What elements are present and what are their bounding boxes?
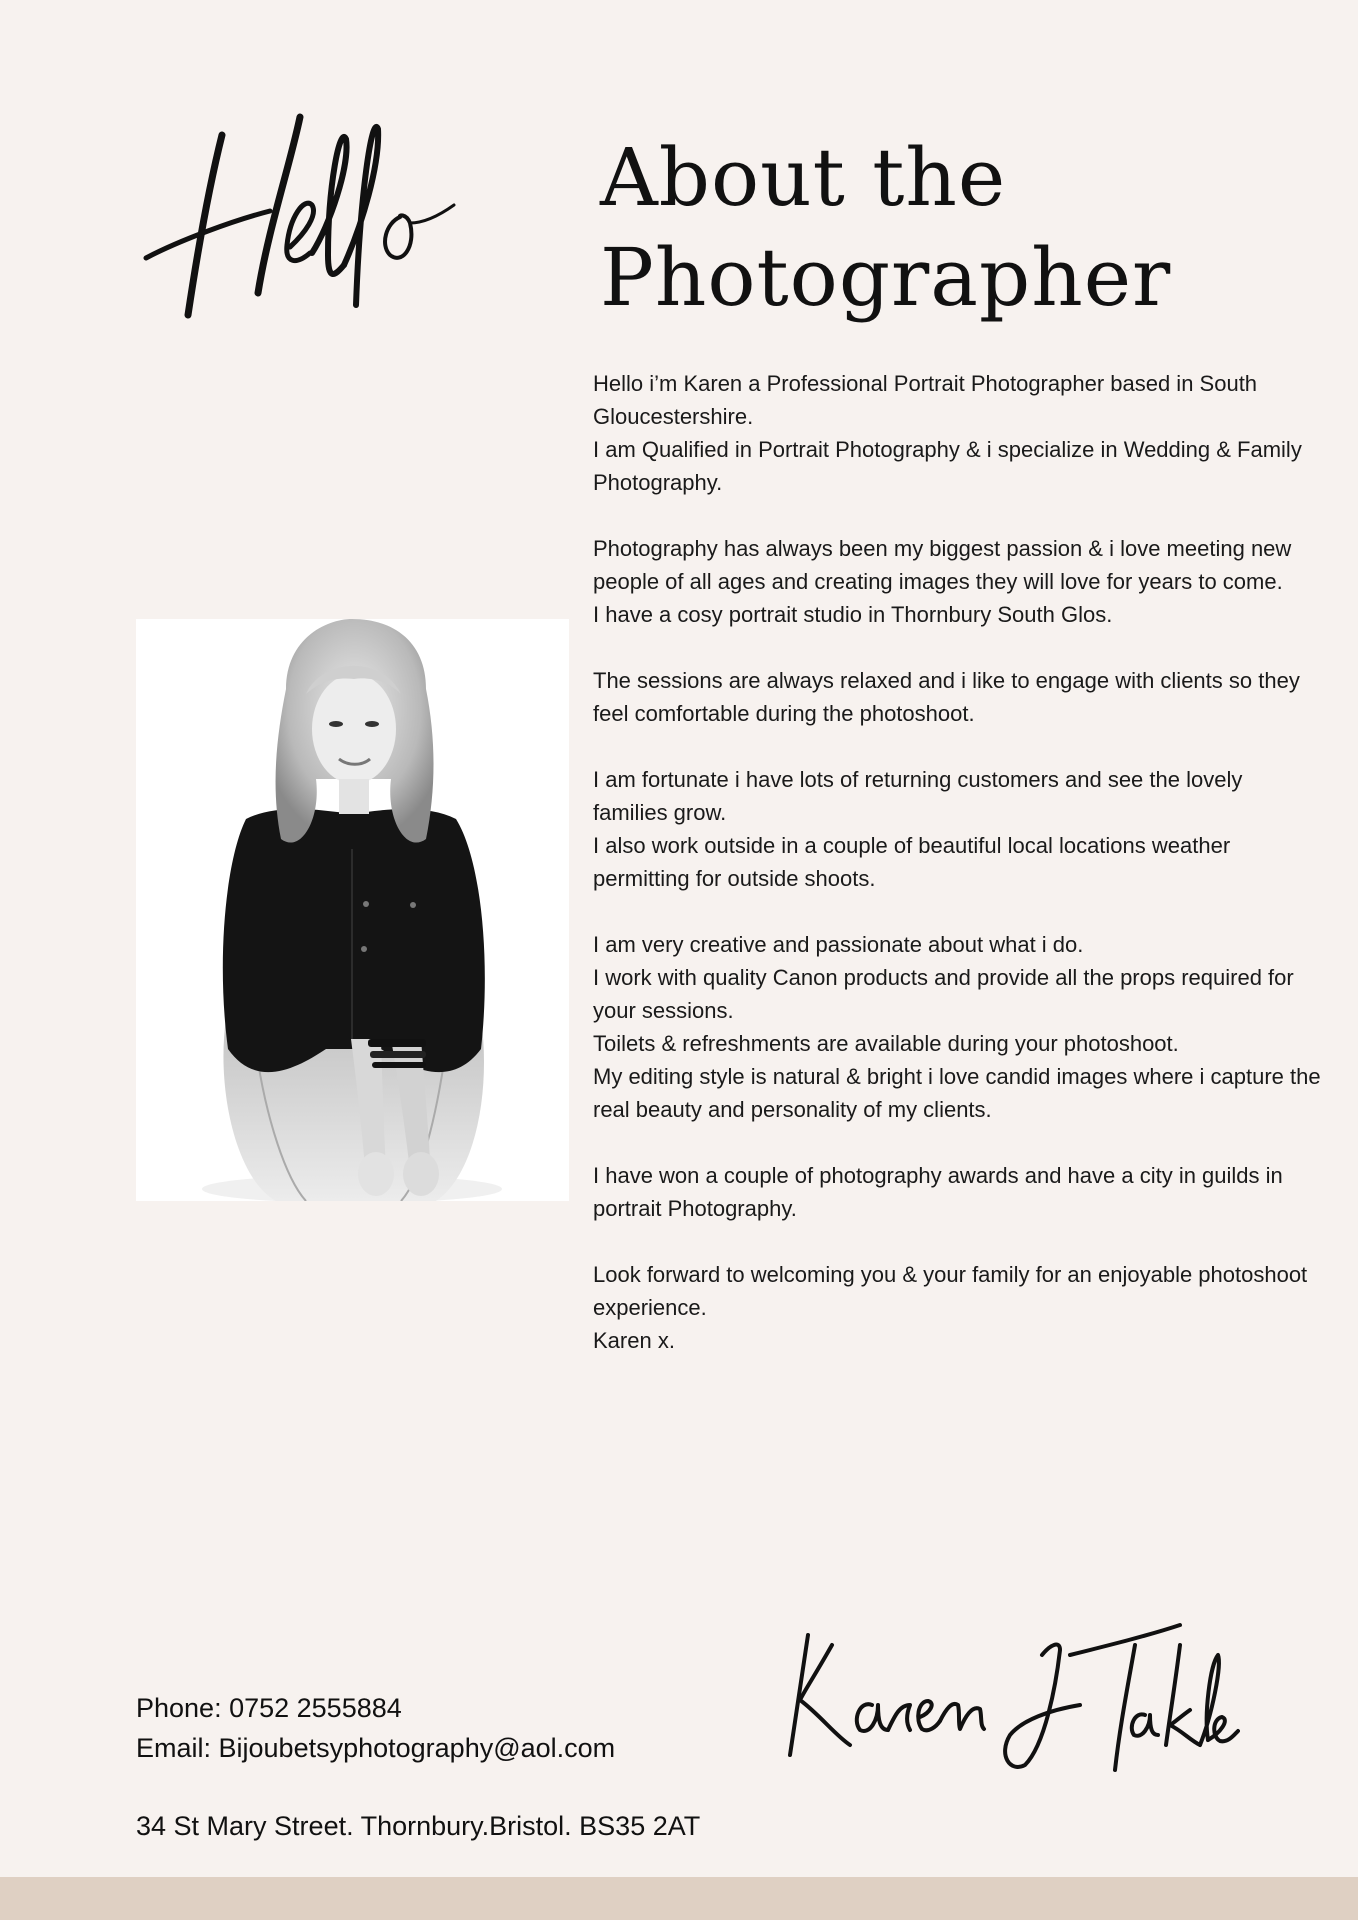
bio-line: I work with quality Canon products and provide all the props required for your sessions.: [593, 965, 1294, 1023]
bio-line: Karen x.: [593, 1328, 675, 1353]
signature-drawing: [760, 1605, 1240, 1775]
footer-band: [0, 1877, 1358, 1920]
postal-address: 34 St Mary Street. Thornbury.Bristol. BS35 2AT: [136, 1811, 701, 1841]
portrait-photo: [136, 619, 569, 1201]
bio-paragraph: [593, 367, 1323, 499]
bio-paragraph: [593, 532, 1323, 631]
bio-line: I am very creative and passionate about what i do.: [593, 932, 1084, 957]
bio-paragraph: [593, 1159, 1323, 1225]
bio-paragraph: [593, 763, 1323, 895]
bio-line: I have won a couple of photography awards and have a city in guilds in portrait Photography.: [593, 1163, 1283, 1221]
hello-script-heading: [140, 105, 470, 345]
bio-line: The sessions are always relaxed and i like to engage with clients so they feel comfortable during the photoshoot.: [593, 668, 1300, 726]
bio-line: Hello i’m Karen a Professional Portrait Photographer based in South Gloucestershire.: [593, 371, 1258, 429]
bio-line: I have a cosy portrait studio in Thornbury South Glos.: [593, 602, 1113, 627]
phone-number: Phone: 0752 2555884: [136, 1693, 402, 1723]
email-address: Email: Bijoubetsyphotography@aol.com: [136, 1733, 616, 1763]
bio-line: Photography has always been my biggest passion & i love meeting new people of all ages and creating images they will love for years to come.: [593, 536, 1292, 594]
title-line-1: About the: [600, 131, 1007, 224]
hello-script-drawing: [140, 105, 470, 345]
bio-paragraph: [593, 664, 1323, 730]
bio-paragraph: [593, 928, 1323, 1126]
portrait-illustration: [136, 619, 569, 1201]
bio-text: [593, 367, 1323, 1390]
signature: [760, 1605, 1240, 1775]
contact-details: [136, 1688, 615, 1768]
bio-line: I am fortunate i have lots of returning customers and see the lovely families grow.: [593, 767, 1243, 825]
bio-line: My editing style is natural & bright i love candid images where i capture the real beauty and personality of my clients.: [593, 1064, 1321, 1122]
bio-line: Look forward to welcoming you & your family for an enjoyable photoshoot experience.: [593, 1262, 1308, 1320]
bio-line: Toilets & refreshments are available during your photoshoot.: [593, 1031, 1179, 1056]
bio-line: I am Qualified in Portrait Photography & i specialize in Wedding & Family Photography.: [593, 437, 1302, 495]
bio-paragraph: [593, 1258, 1323, 1357]
page-title: [600, 128, 1300, 328]
bio-line: I also work outside in a couple of beautiful local locations weather permitting for outside shoots.: [593, 833, 1231, 891]
title-line-2: Photographer: [600, 231, 1172, 324]
